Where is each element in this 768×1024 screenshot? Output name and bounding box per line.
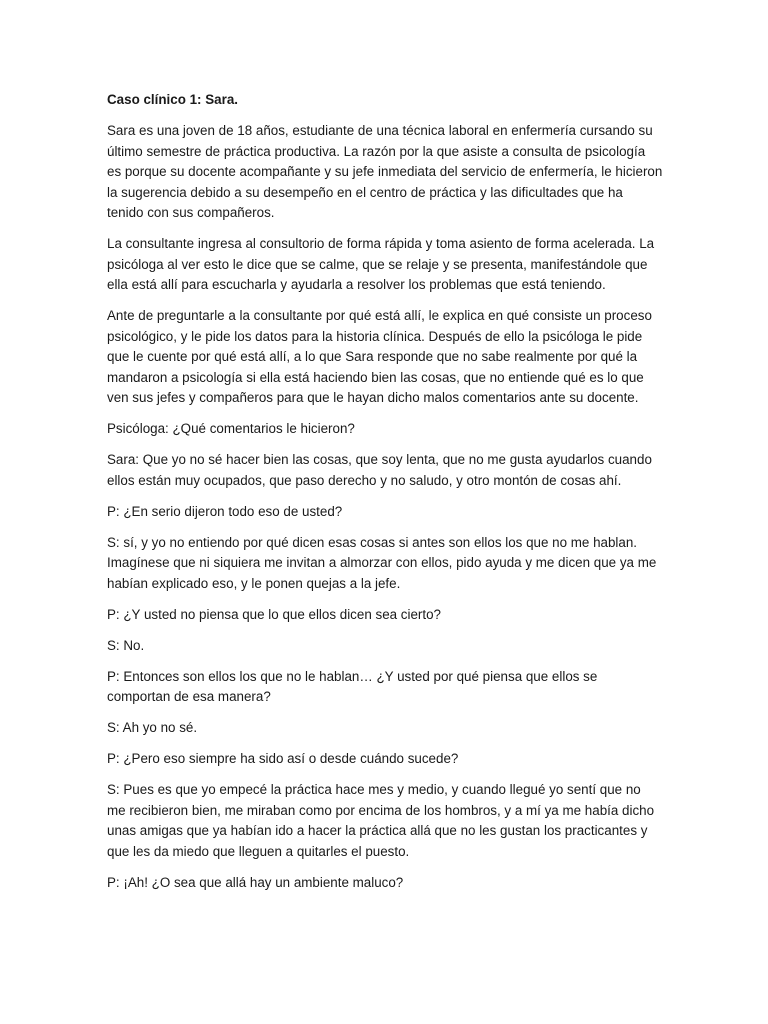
dialogue-line: P: ¿En serio dijeron todo eso de usted? [107,503,343,519]
dialogue-line: Psicóloga: ¿Qué comentarios le hicieron? [107,421,355,436]
paragraph-arrival: La consultante ingresa al consultorio de forma rápida y toma asiento de forma acelerada. La psicóloga al ver esto le dice que se calme, que se relaje y se presenta, manifestándole que ella está allí para escucharla y ayudarla a resolver los problemas que está teniendo. [107,236,655,292]
dialogue-line: S: sí, y yo no entiendo por qué dicen esas cosas si antes son ellos los que no me hablan. Imagínese que ni siquiera me invitan a almorzar con ellos, pido ayuda y me dicen que ya me habían explicado eso, y le ponen quejas a la jefe. [107,534,657,591]
dialogue-line: S: No. [107,637,145,653]
dialogue-line: S: Ah yo no sé. [107,720,198,735]
paragraph-intro: Sara es una joven de 18 años, estudiante de una técnica laboral en enfermería cursando su último semestre de práctica productiva. La razón por la que asiste a consulta de psicología es porque su docente acompañante y su jefe inmediata del servicio de enfermería, le hicieron la sugerencia debido a su desempeño en el centro de práctica y las dificultades que ha tenido con sus compañeros. [107,123,663,220]
dialogue-line: P: ¿Y usted no piensa que lo que ellos dicen sea cierto? [107,606,441,622]
paragraph-process: Ante de preguntarle a la consultante por qué está allí, le explica en qué consiste un proceso psicológico, y le pide los datos para la historia clínica. Después de ello la psicóloga le pide que le cuente por qué está allí, a lo que Sara responde que no sabe realmente por qué la mandaron a psicología si ella está haciendo bien las cosas, que no entiende qué es lo que ven sus jefes y compañeros para que le hayan dicho malos comentarios ante su docente. [107,308,652,405]
document-title: Caso clínico 1: Sara. [107,92,238,107]
dialogue-line: P: Entonces son ellos los que no le hablan… ¿Y usted por qué piensa que ellos se comportan de esa manera? [107,668,598,704]
dialogue-line: P: ¡Ah! ¿O sea que allá hay un ambiente maluco? [107,874,404,890]
dialogue-line: Sara: Que yo no sé hacer bien las cosas, que soy lenta, que no me gusta ayudarlos cuando ellos están muy ocupados, que paso derecho y no saludo, y otro montón de cosas ahí. [107,452,652,488]
dialogue-line: S: Pues es que yo empecé la práctica hace mes y medio, y cuando llegué yo sentí que no me recibieron bien, me miraban como por encima de los hombros, y a mí ya me había dicho unas amigas que ya habían ido a hacer la práctica allá que no les gustan los practicantes y que les da miedo que lleguen a quitarles el puesto. [107,782,655,859]
dialogue-line: P: ¿Pero eso siempre ha sido así o desde cuándo sucede? [107,751,459,766]
document-page [107,90,663,904]
